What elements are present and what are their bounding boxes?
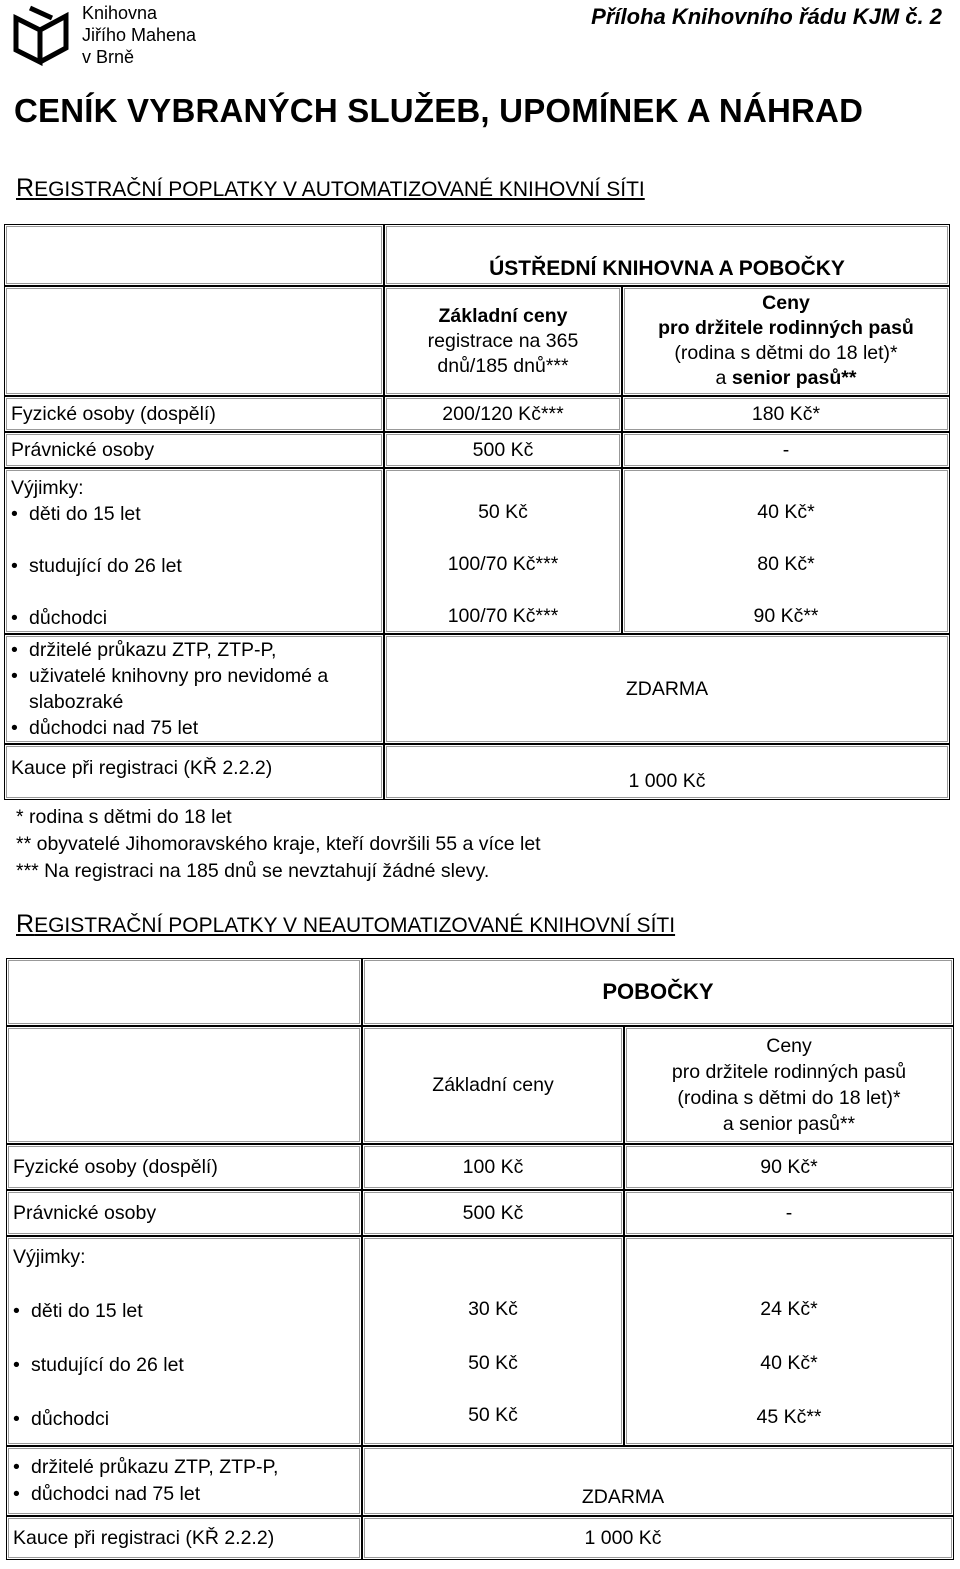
family-price: 40 Kč*	[760, 1352, 818, 1374]
column-line: pro držitele rodinných pasů	[671, 1061, 907, 1083]
footnote: *** Na registraci na 185 dnů se nevztahují žádné slevy.	[16, 860, 490, 882]
free-group-cell	[6, 1446, 362, 1516]
column-line-part: senior pasů**	[739, 1113, 856, 1135]
list-item: • důchodci	[11, 605, 377, 631]
list-item: • důchodci	[13, 1405, 355, 1433]
section-title-initial: R	[16, 910, 35, 938]
row-label: Právnické osoby	[4, 432, 384, 468]
free-value	[362, 1446, 954, 1516]
exceptions-family-cell	[622, 468, 950, 634]
logo-line: v Brně	[82, 47, 135, 67]
exceptions-label: Výjimky:	[13, 1246, 86, 1268]
empty-header-cell	[6, 958, 362, 1026]
family-price: 24 Kč*	[760, 1298, 818, 1320]
deposit-value: 1 000 Kč	[384, 744, 950, 800]
automated-network-fee-table	[4, 224, 950, 800]
section-title-rest: EGISTRAČNÍ POPLATKY V AUTOMATIZOVANÉ KNIHOVNÍ SÍTI	[34, 178, 645, 201]
basic-price: 50 Kč	[468, 1404, 518, 1426]
family-price: 180 Kč*	[622, 396, 950, 432]
page-title: CENÍK VYBRANÝCH SLUŽEB, UPOMÍNEK A NÁHRAD	[14, 92, 864, 129]
list-item: • důchodci nad 75 let	[11, 715, 377, 741]
exceptions-label: Výjimky:	[11, 477, 84, 499]
footnote: ** obyvatelé Jihomoravského kraje, kteří dovršili 55 a více let	[16, 833, 541, 855]
column-line: pro držitele rodinných pasů	[658, 317, 914, 339]
row-label: Právnické osoby	[6, 1190, 362, 1236]
family-price: 45 Kč**	[756, 1406, 822, 1428]
free-group-cell	[4, 634, 384, 744]
deposit-value-text: 1 000 Kč	[584, 1526, 662, 1549]
row-label: Kauce při registraci (KŘ 2.2.2)	[4, 744, 384, 800]
family-price: 90 Kč**	[753, 605, 819, 627]
open-book-logo-icon	[12, 4, 70, 66]
basic-price: 100 Kč	[362, 1144, 624, 1190]
empty-cell	[6, 1026, 362, 1144]
section-title-rest: EGISTRAČNÍ POPLATKY V NEAUTOMATIZOVANÉ KNIHOVNÍ SÍTI	[34, 914, 676, 937]
exceptions-basic-cell	[384, 468, 622, 634]
basic-price: 500 Kč	[384, 432, 622, 468]
footnotes	[16, 804, 541, 885]
table-header: POBOČKY	[362, 958, 954, 1026]
column-line	[631, 1111, 947, 1137]
column-line-part: a	[715, 367, 732, 389]
column-header-family	[622, 286, 950, 396]
basic-price: 100/70 Kč***	[447, 553, 559, 575]
non-automated-network-fee-table	[6, 958, 954, 1560]
column-subtitle: registrace na 365 dnů/185 dnů***	[427, 329, 579, 377]
column-line	[629, 366, 943, 391]
basic-price: 50 Kč	[478, 501, 528, 523]
footnote: * rodina s dětmi do 18 let	[16, 806, 232, 828]
exceptions-family-cell	[624, 1236, 954, 1446]
section-title-automated	[16, 174, 645, 203]
column-line-bold: senior pasů**	[731, 367, 857, 389]
empty-header-cell	[4, 224, 384, 286]
appendix-label: Příloha Knihovního řádu KJM č. 2	[591, 4, 942, 29]
row-label: Kauce při registraci (KŘ 2.2.2)	[6, 1516, 362, 1560]
column-line: Ceny	[766, 1035, 812, 1057]
exceptions-cell	[4, 468, 384, 634]
column-header-basic	[362, 1026, 624, 1144]
column-line: Ceny	[762, 292, 810, 314]
column-line-part: a	[722, 1113, 740, 1135]
list-item: • studující do 26 let	[11, 553, 377, 579]
column-header-basic	[384, 286, 622, 396]
free-value-text: ZDARMA	[581, 1486, 665, 1508]
list-item: • držitelé průkazu ZTP, ZTP-P,	[11, 637, 377, 663]
basic-price: 200/120 Kč***	[384, 396, 622, 432]
family-price: 80 Kč*	[757, 553, 815, 575]
row-label: Fyzické osoby (dospělí)	[4, 396, 384, 432]
list-item: • držitelé průkazu ZTP, ZTP-P,	[13, 1454, 355, 1481]
family-price: -	[624, 1190, 954, 1236]
list-item: • uživatelé knihovny pro nevidomé a slabozraké	[11, 663, 377, 715]
logo-text	[82, 2, 196, 68]
column-title: Základní ceny	[438, 304, 568, 327]
column-line: (rodina s dětmi do 18 let)*	[677, 1087, 901, 1109]
logo-line: Jiřího Mahena	[82, 25, 197, 45]
list-item: • děti do 15 let	[11, 501, 377, 527]
family-price: -	[622, 432, 950, 468]
basic-price: 30 Kč	[468, 1298, 518, 1320]
row-label: Fyzické osoby (dospělí)	[6, 1144, 362, 1190]
basic-price: 50 Kč	[468, 1352, 518, 1374]
table-header: ÚSTŘEDNÍ KNIHOVNA A POBOČKY	[384, 224, 950, 286]
free-value: ZDARMA	[384, 634, 950, 744]
exceptions-basic-cell	[362, 1236, 624, 1446]
section-title-initial: R	[16, 174, 35, 202]
empty-cell	[4, 286, 384, 396]
basic-price: 500 Kč	[362, 1190, 624, 1236]
column-header-family	[624, 1026, 954, 1144]
logo-line: Knihovna	[82, 3, 158, 23]
exceptions-cell	[6, 1236, 362, 1446]
family-price: 90 Kč*	[624, 1144, 954, 1190]
library-logo	[12, 2, 242, 72]
column-title: Základní ceny	[432, 1073, 554, 1096]
basic-price: 100/70 Kč***	[447, 605, 559, 627]
deposit-value	[362, 1516, 954, 1560]
list-item: • děti do 15 let	[13, 1297, 355, 1325]
list-item: • důchodci nad 75 let	[13, 1481, 355, 1508]
family-price: 40 Kč*	[757, 501, 815, 523]
column-line: (rodina s dětmi do 18 let)*	[674, 342, 898, 364]
section-title-non-automated	[16, 910, 675, 939]
list-item: • studující do 26 let	[13, 1351, 355, 1379]
